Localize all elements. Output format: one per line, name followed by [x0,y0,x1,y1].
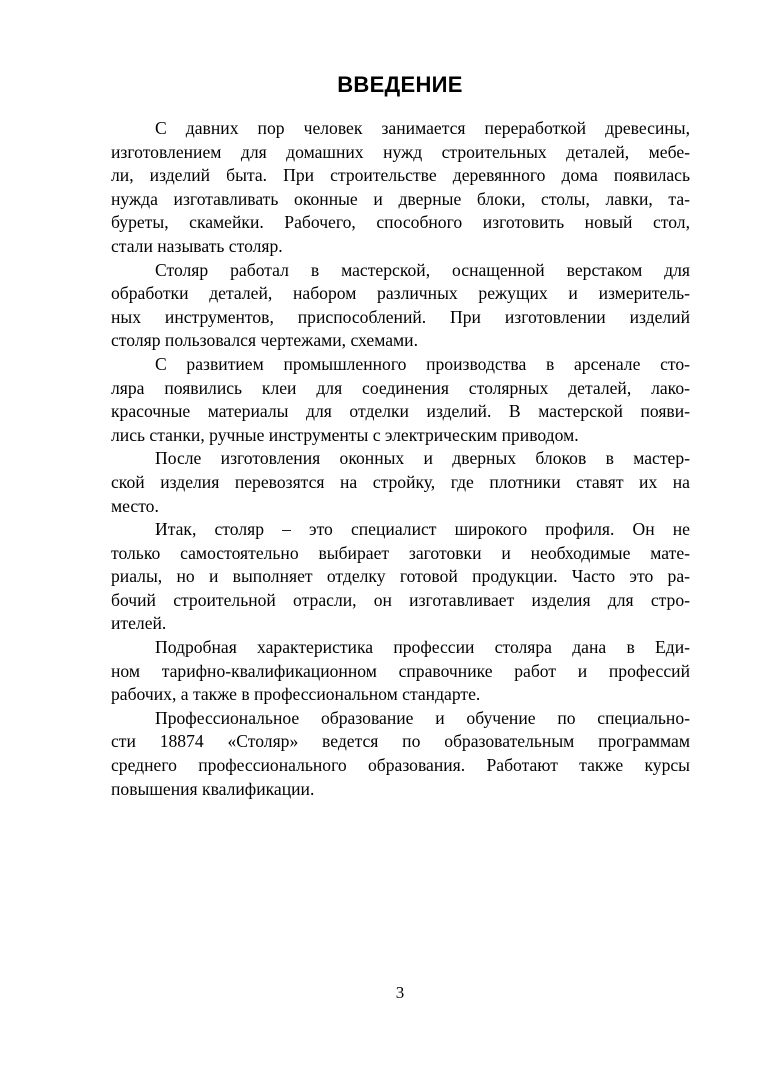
text-line: После изготовления оконных и дверных блоков в мастер- [155,448,690,469]
text-line: ли, изделий быта. При строительстве деревянного дома появилась [111,165,690,186]
text-line: ской изделия перевозятся на стройку, где плотники ставят их на [111,471,690,492]
text-line: сти 18874 «Столяр» ведется по образовательным программам [111,731,690,752]
text-line: С развитием промышленного производства в арсенале сто- [155,353,690,374]
page-title: ВВЕДЕНИЕ [337,72,463,97]
text-line: Столяр работал в мастерской, оснащенной верстаком для [155,259,690,280]
text-line: Итак, столяр – это специалист широкого профиля. Он не [155,519,690,540]
paragraph [111,117,690,259]
paragraph [111,259,690,353]
text-line: Подробная характеристика профессии столяра дана в Еди- [155,637,690,658]
text-line: ном тарифно-квалификационном справочнике работ и профессий [111,660,690,681]
text-line: изготовлением для домашних нужд строительных деталей, мебе- [111,141,690,162]
text-line: Профессиональное образование и обучение по специально- [155,707,690,728]
paragraph [111,447,690,518]
text-line: ителей. [111,613,167,634]
page-number: 3 [395,983,405,1002]
text-line: лись станки, ручные инструменты с электрическим приводом. [111,424,579,445]
text-line: место. [111,495,159,516]
text-line: ных инструментов, приспособлений. При изготовлении изделий [111,306,690,327]
text-line: нужда изготавливать оконные и дверные блоки, столы, лавки, та- [111,188,690,209]
text-line: только самостоятельно выбирает заготовки и необходимые мате- [111,542,690,563]
text-line: столяр пользовался чертежами, схемами. [111,330,418,351]
text-line: буреты, скамейки. Рабочего, способного изготовить новый стол, [111,212,690,233]
text-line: рабочих, а также в профессиональном стандарте. [111,684,481,705]
body-text [111,117,690,801]
text-line: стали называть столяр. [111,235,283,256]
text-line: красочные материалы для отделки изделий. В мастерской появи- [111,401,690,422]
text-line: риалы, но и выполняет отделку готовой продукции. Часто это ра- [111,566,690,587]
text-line: обработки деталей, набором различных режущих и измеритель- [111,283,690,304]
paragraph [111,353,690,447]
text-line: ляра появились клеи для соединения столярных деталей, лако- [111,377,690,398]
text-line: среднего профессионального образования. Работают также курсы [111,755,690,776]
paragraph [111,518,690,636]
text-line: бочий строительной отрасли, он изготавливает изделия для стро- [111,589,690,610]
paragraph [111,707,690,801]
text-line: повышения квалификации. [111,778,315,799]
text-line: С давних пор человек занимается переработкой древесины, [155,118,690,138]
paragraph [111,636,690,707]
